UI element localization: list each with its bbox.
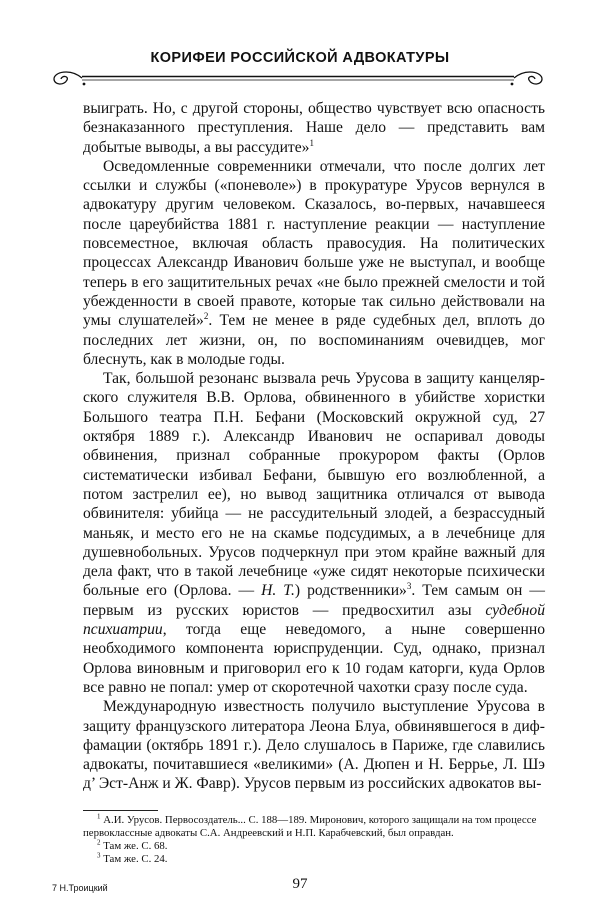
paragraph-2: Осведомленные современники отмечали, что после долгих лет ссылки и службы («поневоле») в прокуратуре Урусов вернулся в адвокатуру другим человеком. Сказалось, во-первых, начавшееся после цареубийства 1881 г. наступление реакции — наступление повсеместное, включая область правосудия. На политических процессах Александр Иванович больше уже не выступал, и вообще теперь в его защитительных речах «не было прежней смелости и той убежденности в своей правоте, которые так сильно действовали на умы слушателей»$^2$. Тем не менее в ряде судебных дел, вплоть до последних лет жизни, он, по воспоминаниям очевидцев, мог блеснуть, как в молодые годы.: [83, 157, 545, 368]
paragraph-1: выиграть. Но, с другой стороны, общество чувствует всю опасность безнаказанного преступления. Наше дело — представить вам добытые выводы, а вы рассудите»$^1$: [83, 100, 545, 156]
italic-term: судебной психиатрии: [83, 601, 545, 639]
paragraph-4: Международную известность получило выступление Урусова в защиту французского литератора Леона Блуа, обвинявшегося в диффамации (октябрь 1891 г.). Дело слушалось в Париже, где славились адвокаты, почитавшиеся «великими» (А. Дюпен и Н. Беррье, Л. Шэ д’ Эст-Анж и Ж. Фавр). Урусов первым из российских адвокатов вы-: [83, 698, 545, 793]
footnote-rule: [83, 810, 158, 811]
flourish-left: [54, 72, 82, 84]
page-number: 97: [292, 876, 308, 892]
author-initials: Н. Т.: [261, 582, 295, 600]
ornament-rule: [48, 70, 548, 90]
footnote-ref-2[interactable]: 2: [203, 311, 209, 322]
footnotes: [83, 814, 545, 866]
footnote-text: Там же. С. 24.: [103, 853, 168, 865]
paragraph-3: Так, большой резонанс вызвала речь Урусова в защиту канцелярского служителя В.В. Орлова, обвиненного в убийстве хористки Большого театра П.Н. Бефани (Московский окружной суд, 27 октября 1889 г.). Александр Иванович не оспаривал доводы обвинения, признал собранные прокурором факты (Орлов систематически избивал Бефани, бывшую его возлюбленной, а потом застрелил ее), но вывод защитника отличался от вывода обвинителя: убийца — не рассудительный злодей, а безрассудный маньяк, и место его не на скамье подсудимых, а в лечебнице для душевнобольных. Урусов подчеркнул при этом крайне важный для дела факт, что в такой лечебнице «уже сидят некоторые психически больные его (Орлова. — Н. Т.) родственники»$^3$. Тем самым он — первым из русских юристов — предвосхитил азы судебной психиатрии, тогда еще неведомого, а ныне совершенно необходимого компонента юриспруденции. Суд, однако, признал Орлова виновным и приговорил его к 10 годам каторги, куда Орлов все равно не попал: умер от скоротечной чахотки сразу после суда.: [83, 370, 545, 696]
footnote-1: [83, 814, 545, 840]
footnote-number: 2: [97, 838, 101, 847]
footnote-2: [83, 840, 545, 853]
flourish-dot-right: [511, 83, 514, 86]
footnote-ref-1[interactable]: 1: [309, 137, 314, 148]
printer-signature: 7 Н.Троицкий: [52, 883, 108, 893]
footnote-number: 1: [97, 812, 101, 821]
body-text: [83, 99, 545, 794]
footnote-3: [83, 853, 545, 866]
footnote-text: Там же. С. 68.: [103, 840, 168, 852]
footnote-number: 3: [97, 851, 101, 860]
footnote-text: А.И. Урусов. Первосоздатель... С. 188—189. Миронович, которого защищали на том процессе первоклассные адвокаты С.А. Андреевский и Н.П. Карабчевский, был оправдан.: [83, 814, 537, 839]
flourish-dot-left: [83, 83, 86, 86]
footnote-ref-3[interactable]: 3: [406, 581, 412, 592]
flourish-right: [514, 72, 542, 84]
running-head: КОРИФЕИ РОССИЙСКОЙ АДВОКАТУРЫ: [150, 50, 450, 66]
